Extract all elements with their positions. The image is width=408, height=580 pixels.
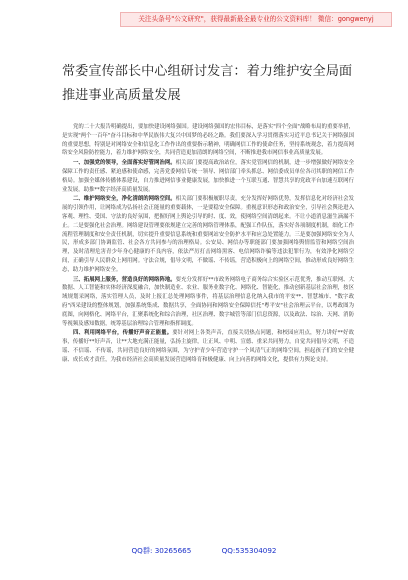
title-line-2: 推进事业高质量发展: [62, 88, 181, 103]
paragraph-text: 相关部门要提高政治站位，落实党管网信的机制，进一步增强做好网络安全保障工作的责任感、紧迫感和使命感，完善党委网信专统一领导、网信部门牵头抓总、网信委成员单位各司其职的网信工作格局。加强全媒体传播体系建设，自力推进网信事业健康发展，加快推进一个互联互通、智慧共享的党政平台加速互联网行业发展，助推**数字经济高质量发展。: [62, 160, 354, 193]
document-title: [62, 60, 362, 108]
paragraph-lead: 一、加强党的领导，全面落实好管网治网。: [73, 160, 176, 167]
paragraph: [62, 329, 354, 364]
paragraph-lead: 四、利用网络平台，传播好声音正能量。: [73, 330, 173, 337]
footer-contact: [0, 543, 408, 559]
paragraph: [62, 159, 354, 194]
top-banner: 关注头条号"公文研究"，获得最新最全最专业的公文资料库！ 微信：gongwenyj: [120, 12, 392, 27]
document-body: [62, 123, 354, 366]
qq-group: QQ群: 30265665: [131, 546, 192, 555]
title-line-1: 常委宣传部长中心组研讨发言：着力维护安全局面: [62, 64, 353, 79]
paragraph-text: 相关部门要积极履职尽责，充分发挥好网络优势，发挥信息化对经济社会发展的引领作用，让网络成为弘扬社会正能量的重要载体，一是要稳安全保障。重视意识形态和政治安全，引导社会舆论进入客观、理性、受国、守法的良好氛围，把握好网上舆论引导的时、度、效，使网络空间清朗起来。不让小道消息滋生滴漏不止。二是要强化社会治理。网络建设管理要依规建立完善的网络管理体系，配强工作队伍，落实好各项制度机制，细化工作流程管理制度和安全责任机制，切实提升重要信息系统和重要网站安全防护水平和应急处置能力。三是要加强网络安全为人民，形成多部门协调监管、社会各方共同参与的治理格局。公安局、网信办等职能部门要加强网络舆情监管和网络空间治理，及时清理危害青少年身心健康的不良内容，依法严厉打击网络黑客、电信网络诈骗等违法犯罪行为，有效净化网络空间，正确引导人民群众上网用网。守法合规，倡导文明，不做谣、不传谣，营造积极向上的网络空间，推动形成良好网络生态，助力维护网络安全。: [62, 196, 354, 273]
qq-number: QQ:535304092: [221, 546, 277, 555]
paragraph-text: 要充分发挥好**市政务网络电子商务综合实验区示范优秀，推动互联网、大数据、人工智能和实体经济深度融合，加快制造业、农业、服务业数字化、网络化、智能化，推动创新基层社会治理，按区域规划采网络，落实管理人员，及时上报汇总处理网络事件，将基层治理信息化纳入我市的平安**、智慧城市、"数字政府"西采建设的整体规划，加强系统集成、数据共享，全面协同和网络安全保障信托"粤平安"社会治理云平台，以粤政图为底图，向网格化、网络平台，汇聚系统化和综合治理，社区治理、数字城管等部门信息资源，以及政法、综治、天网、消防等视频及感知数据，统筹基层治理综合管理和指挥调度。: [62, 276, 354, 327]
paragraph: [62, 123, 354, 158]
paragraph: [62, 276, 354, 329]
paragraph-lead: 三、拓展网上服务，营造良好的网络阵地。: [73, 276, 176, 283]
paragraph-text: 党的二十大报告明确提出，要加快建设网络强国。建设网络强国的宏伟目标，是落实"四个全面"战略布局的重要举措，是实现"两个一百年"奋斗目标和中华民族伟大复兴中国梦的必经之路。我们要深入学习贯彻落实习近平总书记关于网络强国的重要思想，特别是对网络安全和信息化工作作出的重要指示精神，明确网信工作的使命任务，坚持系统观念，着力提高网络安全风险防控能力，着力维护网络安全，共同营造更加清朗的网络空间，不断推进我市网信事业高质量发展。: [62, 124, 354, 157]
paragraph-text: 要针对网上各类声音，直接关切热点问题，和校园应用点，努力讲好**好故事，传播好**好声音，让**大地充满正能量，弘扬主旋律，让正风、中明、宣德、重采共同努力，自觉共同倡导文明，不造谣、不信谣、不传谣，共同营造良好的网络氛围，为守护青少年营造守护一个风清气正的网络空间，担起孩子们的安全健康、成长成才责任，为我市经济社会高质量发展营造网络育和极健康、向上向善的网络文化，提供有力舆论支持。: [62, 330, 354, 363]
paragraph-lead: 二、维护网络安全，净化清朗的网络空间。: [73, 196, 176, 203]
paragraph: [62, 195, 354, 274]
